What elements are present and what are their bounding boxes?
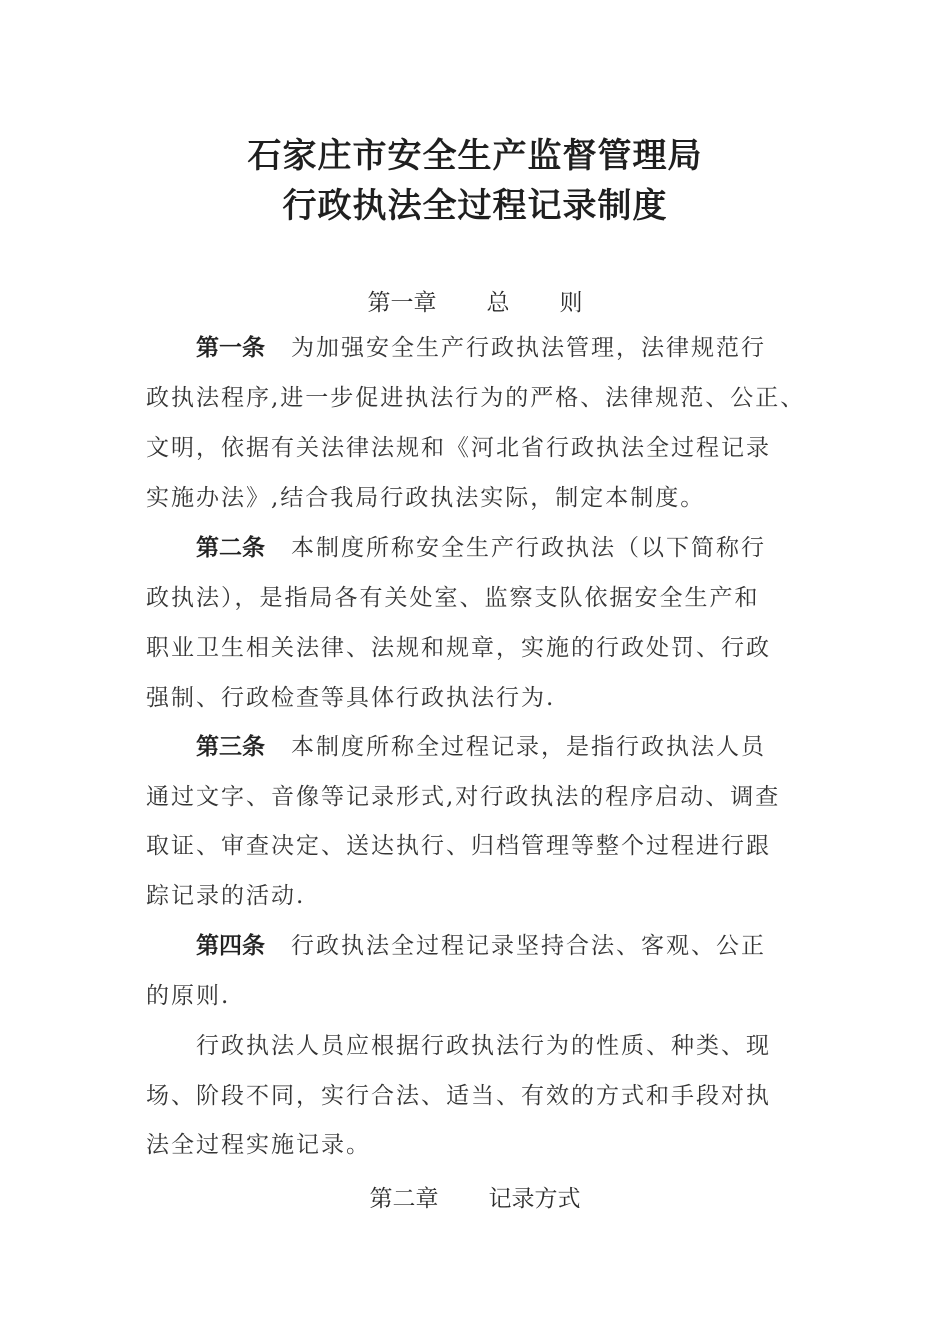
- article-2-line-1: [196, 533, 766, 563]
- article-1-line-4: 实施办法》,结合我局行政执法实际，制定本制度。: [146, 485, 706, 511]
- chapter-2-label: 第二章: [369, 1186, 439, 1212]
- paragraph-5-line-2: 场、阶段不同，实行合法、适当、有效的方式和手段对执: [146, 1083, 771, 1109]
- article-2-text-1: 本制度所称安全生产行政执法（以下简称行: [291, 535, 766, 561]
- chapter-2-heading: [0, 1180, 950, 1213]
- article-3-text-1: 本制度所称全过程记录，是指行政执法人员: [291, 734, 766, 760]
- article-1-text-1: 为加强安全生产行政执法管理，法律规范行: [291, 335, 766, 361]
- article-3-line-1: [196, 732, 766, 762]
- chapter-1-label: 第一章: [367, 290, 437, 316]
- paragraph-5-line-3: 法全过程实施记录。: [146, 1132, 371, 1158]
- article-3-line-4: 踪记录的活动.: [146, 883, 306, 909]
- article-4-text-1: 行政执法全过程记录坚持合法、客观、公正: [291, 933, 766, 959]
- article-1-line-2: 政执法程序,进一步促进执法行为的严格、法律规范、公正、: [146, 385, 806, 411]
- article-2-line-2: 政执法），是指局各有关处室、监察支队依据安全生产和: [146, 585, 760, 611]
- chapter-1-heading: [0, 284, 950, 317]
- article-2-line-4: 强制、行政检查等具体行政执法行为.: [146, 685, 556, 711]
- article-1-label: 第一条: [196, 335, 265, 361]
- document-title-line-2: 行政执法全过程记录制度: [282, 186, 668, 226]
- article-4-line-2: 的原则.: [146, 983, 231, 1009]
- article-1-line-1: [196, 333, 766, 363]
- paragraph-5-line-1: 行政执法人员应根据行政执法行为的性质、种类、现: [196, 1033, 771, 1059]
- article-3-line-3: 取证、审查决定、送达执行、归档管理等整个过程进行跟: [146, 833, 771, 859]
- chapter-2-name: 记录方式: [488, 1186, 581, 1212]
- article-2-label: 第二条: [196, 535, 265, 561]
- article-4-line-1: [196, 931, 766, 961]
- chapter-1-name-b: 则: [559, 290, 583, 316]
- article-4-label: 第四条: [196, 933, 265, 959]
- article-1-line-3: 文明，依据有关法律法规和《河北省行政执法全过程记录: [146, 435, 771, 461]
- article-3-line-2: 通过文字、音像等记录形式,对行政执法的程序启动、调查: [146, 784, 781, 810]
- chapter-1-name-a: 总: [486, 290, 510, 316]
- document-title-line-1: 石家庄市安全生产监督管理局: [247, 136, 703, 176]
- article-2-line-3: 职业卫生相关法律、法规和规章，实施的行政处罚、行政: [146, 635, 771, 661]
- article-3-label: 第三条: [196, 734, 265, 760]
